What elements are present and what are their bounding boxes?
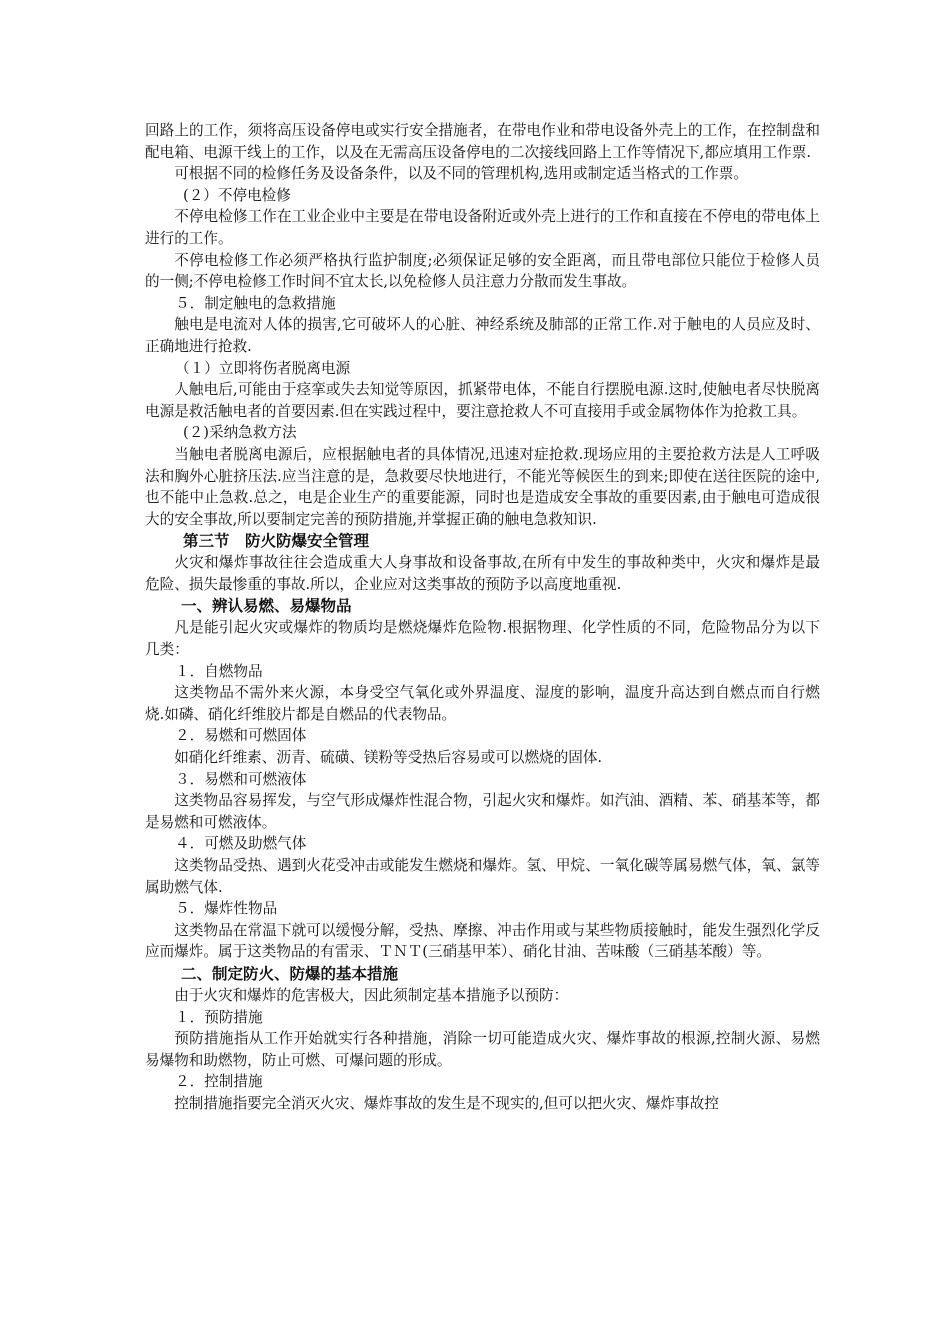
list-item: ２．控制措施: [175, 1073, 263, 1091]
paragraph: 这类物品容易挥发，与空气形成爆炸性混合物，引起火灾和爆炸。如汽油、酒精、苯、硝基苯等，都是易燃和可燃液体。: [145, 792, 820, 831]
list-item: １．自燃物品: [175, 662, 263, 680]
paragraph: 不停电检修工作在工业企业中主要是在带电设备附近或外壳上进行的工作和直接在不停电的带电体上进行的工作。: [145, 208, 820, 247]
paragraph: 这类物品在常温下就可以缓慢分解，受热、摩擦、冲击作用或与某些物质接触时，能发生强烈化学反应而爆炸。属于这类物品的有雷汞、ＴＮＴ(三硝基甲苯）、硝化甘油、苦味酸（三硝基苯酸）等。: [145, 921, 820, 961]
subsection-heading: 一、辨认易燃、易爆物品: [181, 597, 352, 616]
paragraph: 控制措施指要完全消灭火灾、爆炸事故的发生是不现实的,但可以把火灾、爆炸事故控: [174, 1094, 719, 1112]
list-item: １．预防措施: [175, 1008, 263, 1026]
paragraph: 火灾和爆炸事故往往会造成重大人身事故和设备事故,在所有中发生的事故种类中，火灾和爆炸是最危险、损失最惨重的事故.所以，企业应对这类事故的预防予以高度地重视.: [145, 554, 820, 593]
paragraph: 不停电检修工作必须严格执行监护制度;必须保证足够的安全距离，而且带电部位只能位于检修人员的一侧;不停电检修工作时间不宜太长,以免检修人员注意力分散而发生事故。: [145, 251, 820, 291]
paragraph: 触电是电流对人体的损害,它可破坏人的心脏、神经系统及肺部的正常工作.对于触电的人员应及时、正确地进行抢救.: [145, 316, 820, 355]
list-item: (２）不停电检修: [183, 186, 291, 204]
subsection-heading: 二、制定防火、防爆的基本措施: [181, 964, 399, 983]
section-heading: 第三节 防火防爆安全管理: [183, 532, 370, 551]
list-item: ４．可燃及助燃气体: [175, 835, 307, 853]
paragraph: 如硝化纤维素、沥青、硫磺、镁粉等受热后容易或可以燃烧的固体.: [174, 749, 603, 767]
paragraph: 预防措施指从工作开始就实行各种措施，消除一切可能造成火灾、爆炸事故的根源,控制火源、易燃易爆物和助燃物，防止可燃、可爆问题的形成。: [145, 1030, 820, 1069]
list-item: ３．易燃和可燃液体: [175, 770, 307, 788]
list-item: ２．易燃和可燃固体: [175, 727, 307, 745]
list-item: (２)采纳急救方法: [183, 424, 297, 442]
list-item: ５．制定触电的急救措施: [175, 294, 336, 312]
paragraph: 这类物品不需外来火源，本身受空气氧化或外界温度、湿度的影响，温度升高达到自燃点而自行燃烧.如磷、硝化纤维胶片都是自燃品的代表物品。: [145, 684, 820, 723]
paragraph: 人触电后,可能由于痉挛或失去知觉等原因，抓紧带电体，不能自行摆脱电源.这时,使触电者尽快脱离电源是救活触电者的首要因素.但在实践过程中，要注意抢救人不可直接用手或金属物体作为抢救工具。: [145, 381, 820, 420]
paragraph: 这类物品受热、遇到火花受冲击或能发生燃烧和爆炸。氢、甲烷、一氧化碳等属易燃气体，氧、氯等属助燃气体.: [145, 857, 820, 896]
list-item: （１）立即将伤者脱离电源: [175, 359, 351, 377]
paragraph: 回路上的工作，须将高压设备停电或实行安全措施者，在带电作业和带电设备外壳上的工作，在控制盘和配电箱、电源干线上的工作，以及在无需高压设备停电的二次接线回路上工作等情况下,都应填用工作票.: [145, 122, 820, 161]
paragraph: 凡是能引起火灾或爆炸的物质均是燃烧爆炸危险物.根据物理、化学性质的不同，危险物品分为以下几类：: [145, 619, 820, 659]
paragraph: 当触电者脱离电源后，应根据触电者的具体情况,迅速对症抢救.现场应用的主要抢救方法是人工呼吸法和胸外心脏挤压法.应当注意的是，急救要尽快地进行，不能光等候医生的到来;即使在送往医院的途中,也不能中止急救.总之，电是企业生产的重要能源，同时也是造成安全事故的重要因素,由于触电可造成很大的安全事故,所以要制定完善的预防措施,并掌握正确的触电急救知识.: [145, 445, 820, 528]
paragraph: 可根据不同的检修任务及设备条件，以及不同的管理机构,选用或制定适当格式的工作票。: [174, 165, 748, 183]
document-page: [145, 120, 820, 1115]
paragraph: 由于火灾和爆炸的危害极大，因此须制定基本措施予以预防：: [174, 986, 569, 1004]
list-item: ５．爆炸性物品: [175, 900, 278, 918]
